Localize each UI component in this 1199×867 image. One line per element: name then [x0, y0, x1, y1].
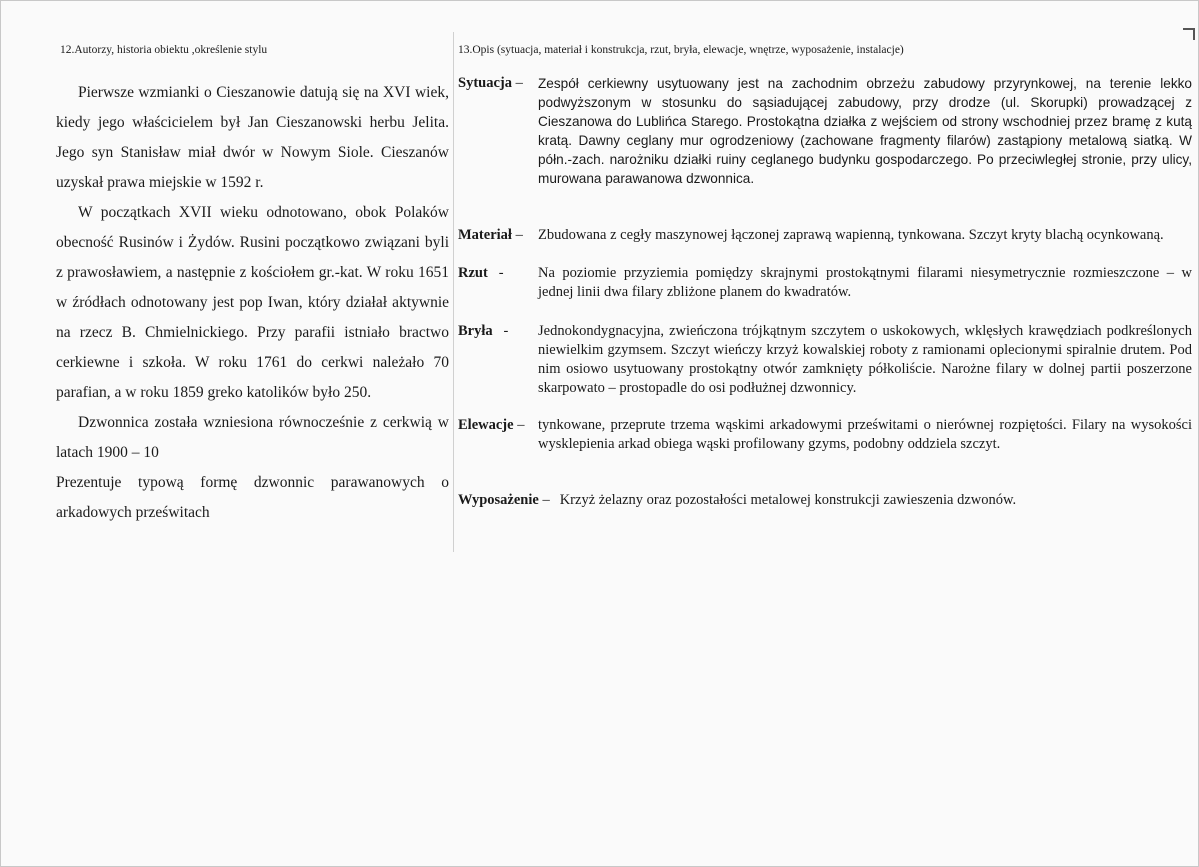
section-elewacje	[458, 416, 1192, 454]
section-material	[458, 226, 1192, 245]
section-text: Zbudowana z cegły maszynowej łączonej zaprawą wapienną, tynkowana. Szczyt kryty blachą ocynkowaną.	[538, 227, 1164, 243]
section-text: Jednokondygnacyjna, zwieńczona trójkątnym szczytem o uskokowych, wklęsłych krawędziach podkreślonych niewielkim gzymsem. Szczyt wieńczy krzyż kowalskiej roboty z ramionami oplecionymi spiralnie drutem. Pod nim osiowo usytuowany prostokątny otwór zamknięty półkoliście. Narożne filary w dolnej partii poszerzone skarpowato – prostopadle do osi podłużnej dzwonnicy.	[538, 323, 1192, 396]
section-label: Materiał –	[458, 227, 523, 243]
column-divider	[453, 32, 454, 552]
history-header: 12.Autorzy, historia obiektu ,określenie stylu	[60, 44, 268, 56]
history-paragraph-4: Prezentuje typową formę dzwonnic parawanowych o arkadowych prześwitach	[56, 474, 449, 521]
section-wyposazenie	[458, 491, 1192, 510]
corner-mark	[1183, 28, 1195, 40]
history-paragraph-2: W początkach XVII wieku odnotowano, obok Polaków obecność Rusinów i Żydów. Rusini początkowo związani byli z prawosławiem, a następnie z kościołem gr.-kat. W roku 1651 w źródłach odnotowany jest pop Iwan, który działał aktywnie na rzecz B. Chmielnickiego. Przy parafii istniało bractwo cerkiewne i szkoła. W roku 1761 do cerkwi należało 70 parafian, a w roku 1859 greko katolików było 250.	[56, 204, 449, 401]
section-bryla	[458, 322, 1192, 398]
section-rzut	[458, 264, 1192, 302]
history-paragraph-1: Pierwsze wzmianki o Cieszanowie datują się na XVI wiek, kiedy jego właścicielem był Jan Cieszanowski herbu Jelita. Jego syn Stanisław miał dwór w Nowym Siole. Cieszanów uzyskał prawa miejskie w 1592 r.	[56, 84, 449, 191]
section-sytuacja	[458, 74, 1192, 188]
section-label: Bryła -	[458, 323, 509, 339]
description-column	[458, 40, 1192, 510]
history-column	[56, 40, 449, 528]
description-header: 13.Opis (sytuacja, materiał i konstrukcja, rzut, bryła, elewacje, wnętrze, wyposażenie, instalacje)	[458, 44, 904, 56]
section-text: Zespół cerkiewny usytuowany jest na zachodnim obrzeżu zabudowy przyrynkowej, na terenie lekko podwyższonym w stosunku do sąsiadującej zabudowy, przy drodze (ul. Skorupki) prowadzącej z Cieszanowa do Lublińca Starego. Prostokątna działka z wejściem od strony wschodniej przez bramę z kutą kratą. Dawny ceglany mur ogrodzeniowy (zachowane fragmenty filarów) zastąpiony metalową siatką. W półn.-zach. narożniku działki ruiny ceglanego budynku gospodarczego. Po przeciwległej stronie, przy ulicy, murowana parawanowa dzwonnica.	[538, 76, 1192, 186]
section-label: Wyposażenie –	[458, 492, 550, 508]
history-paragraph-3: Dzwonnica została wzniesiona równocześnie z cerkwią w latach 1900 – 10	[56, 414, 449, 461]
section-text: Na poziomie przyziemia pomiędzy skrajnymi prostokątnymi filarami niesymetrycznie rozmieszczone – w jednej linii dwa filary zbliżone planem do kwadratów.	[538, 265, 1192, 300]
section-label: Elewacje –	[458, 417, 525, 433]
section-label: Sytuacja –	[458, 75, 523, 91]
section-text: tynkowane, przeprute trzema wąskimi arkadowymi prześwitami o nierównej rozpiętości. Filary na wysokości wysklepienia arkad obiega wąski profilowany gzyms, podobny oddziela szczyt.	[538, 417, 1192, 452]
section-text: Krzyż żelazny oraz pozostałości metalowej konstrukcji zawieszenia dzwonów.	[559, 492, 1017, 508]
section-label: Rzut -	[458, 265, 504, 281]
